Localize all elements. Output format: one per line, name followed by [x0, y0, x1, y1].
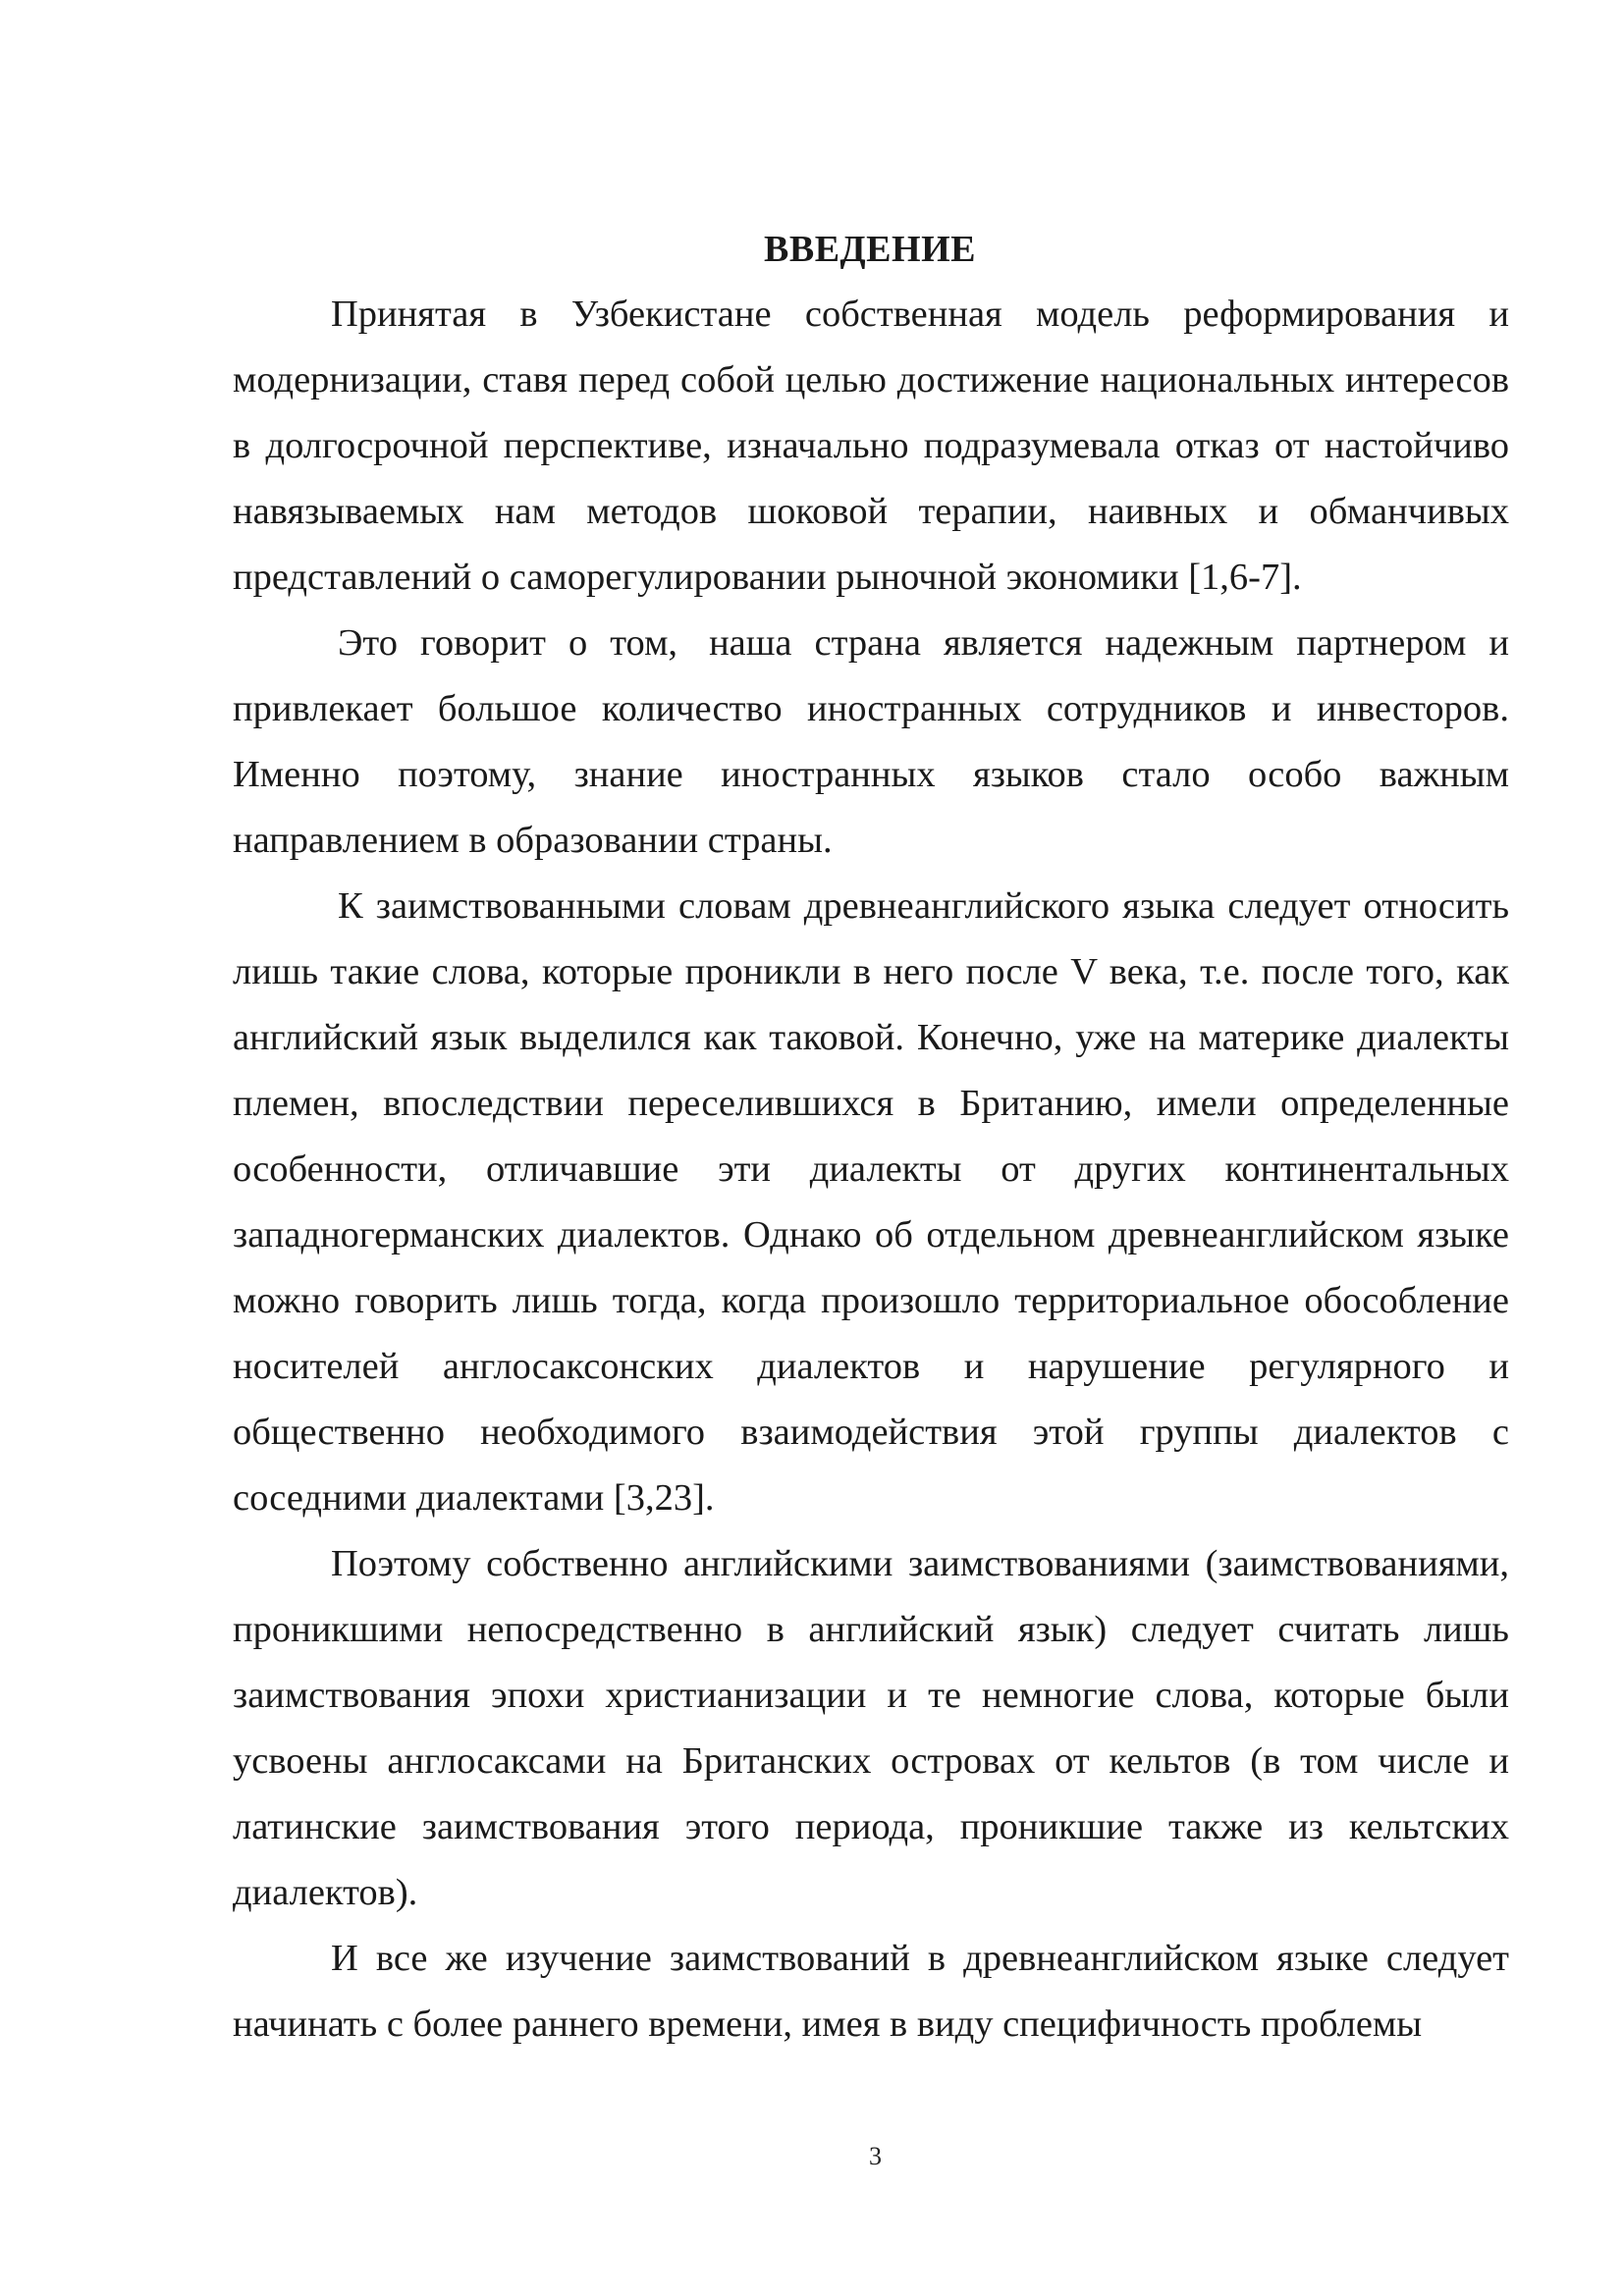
paragraph-3: К заимствованными словам древнеанглийского языка следует относить лишь такие слова, которые проникли в него после V века, т.е. после того, как английский язык выделился как таковой. Конечно, уже на материке диалекты племен, впоследствии переселившихся в Британию, имели определенные особенности, отличавшие эти диалекты от других континентальных западногерманских диалектов. Однако об отдельном древнеанглийском языке можно говорить лишь тогда, когда произошло территориальное обособление носителей англосаксонских диалектов и нарушение регулярного и общественно необходимого взаимодействия этой группы диалектов с соседними диалектами [3,23].: [233, 885, 1509, 1519]
paragraph-5: И все же изучение заимствований в древнеанглийском языке следует начинать с более раннего времени, имея в виду специфичность проблемы: [233, 1938, 1509, 2045]
paragraph-4: Поэтому собственно английскими заимствованиями (заимствованиями, проникшими непосредственно в английский язык) следует считать лишь заимствования эпохи христианизации и те немногие слова, которые были усвоены англосаксами на Британских островах от кельтов (в том числе и латинские заимствования этого периода, проникшие также из кельтских диалектов).: [233, 1543, 1509, 1913]
page-title: ВВЕДЕНИЕ: [764, 229, 976, 270]
page-number: 3: [869, 2142, 882, 2170]
body-text: [233, 282, 1509, 2057]
paragraph-2-part-1: Это говорит о том,: [338, 622, 678, 664]
paragraph-2: [233, 611, 1509, 874]
paragraph-1: Принятая в Узбекистане собственная модель реформирования и модернизации, ставя перед собой целью достижение национальных интересов в долгосрочной перспективе, изначально подразумевала отказ от настойчиво навязываемых нам методов шоковой терапии, наивных и обманчивых представлений о саморегулировании рыночной экономики [1,6-7].: [233, 294, 1509, 598]
paragraph-2-part-2: наша страна является надежным партнером и привлекает большое количество иностранных сотрудников и инвесторов. Именно поэтому, знание иностранных языков стало особо важным направлением в образовании страны.: [233, 622, 1509, 861]
